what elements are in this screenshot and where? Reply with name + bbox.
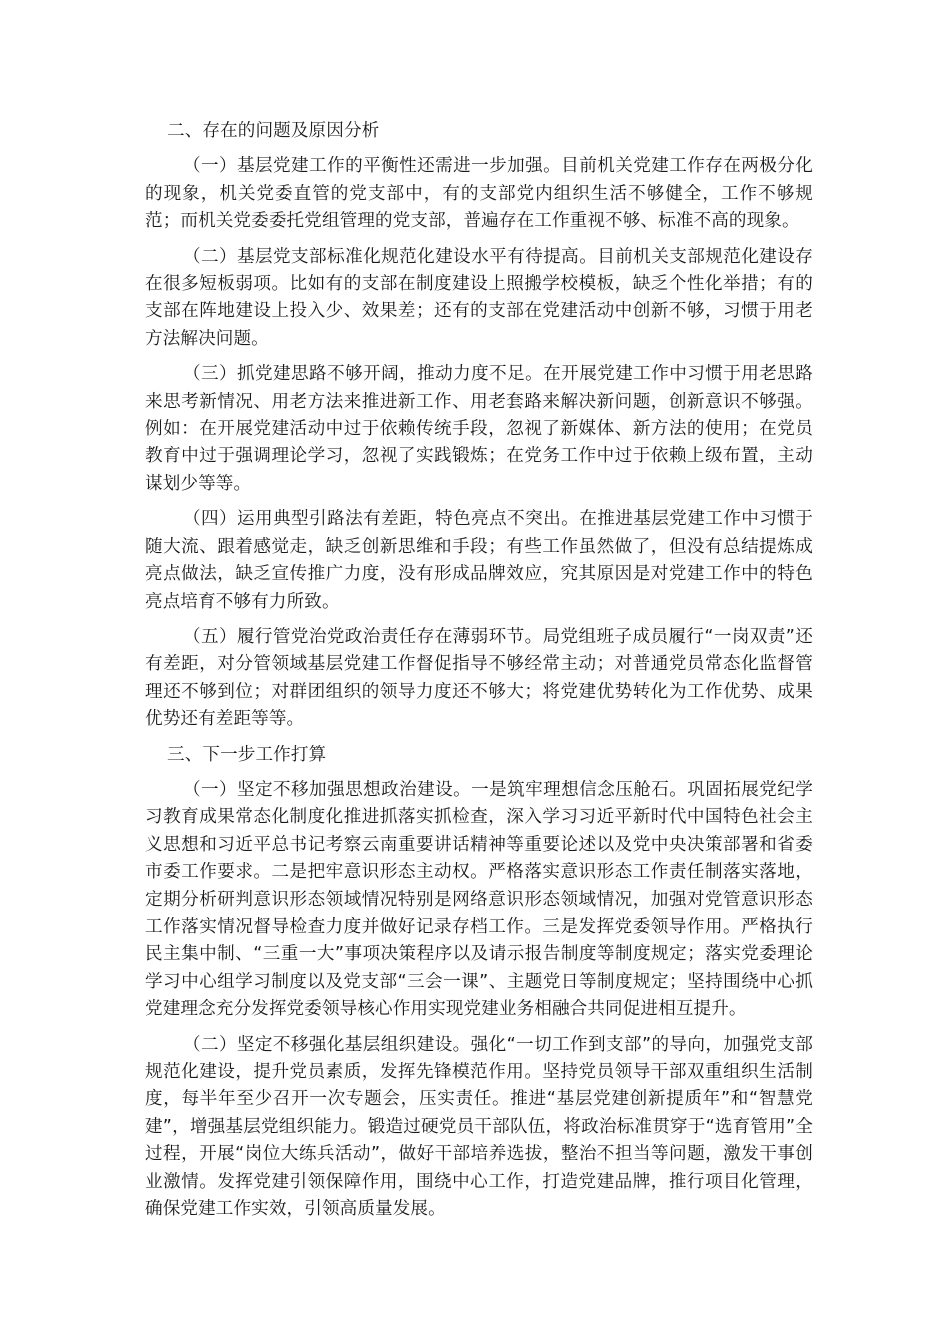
paragraph-problem-2: （二）基层党支部标准化规范化建设水平有待提高。目前机关支部规范化建设存在很多短板弱项。比如有的支部在制度建设上照搬学校模板，缺乏个性化举措；有的支部在阵地建设上投入少、效果差；还有的支部在党建活动中创新不够，习惯于用老方法解决问题。 [145, 246, 813, 349]
paragraph-problem-1: （一）基层党建工作的平衡性还需进一步加强。目前机关党建工作存在两极分化的现象，机关党委直管的党支部中，有的支部党内组织生活不够健全，工作不够规范；而机关党委委托党组管理的党支部，普遍存在工作重视不够、标准不高的现象。 [145, 156, 813, 232]
paragraph-plan-2: （二）坚定不移强化基层组织建设。强化“一切工作到支部”的导向，加强党支部规范化建设，提升党员素质，发挥先锋模范作用。坚持党员领导干部双重组织生活制度，每半年至少召开一次专题会，压实责任。推进“基层党建创新提质年”和“智慧党建”，增强基层党组织能力。锻造过硬党员干部队伍，将政治标准贯穿于“选育管用”全过程，开展“岗位大练兵活动”，做好干部培养选拔，整治不担当等问题，激发干事创业激情。发挥党建引领保障作用，围绕中心工作，打造党建品牌，推行项目化管理，确保党建工作实效，引领高质量发展。 [145, 1034, 813, 1220]
paragraph-problem-5: （五）履行管党治党政治责任存在薄弱环节。局党组班子成员履行“一岗双责”还有差距，对分管领域基层党建工作督促指导不够经常主动；对普通党员常态化监督管理还不够到位；对群团组织的领导力度还不够大；将党建优势转化为工作优势、成果优势还有差距等等。 [145, 626, 813, 730]
document-page [145, 118, 813, 1231]
paragraph-problem-4: （四）运用典型引路法有差距，特色亮点不突出。在推进基层党建工作中习惯于随大流、跟着感觉走，缺乏创新思维和手段；有些工作虽然做了，但没有总结提炼成亮点做法，缺乏宣传推广力度，没有形成品牌效应，究其原因是对党建工作中的特色亮点培育不够有力所致。 [145, 509, 813, 612]
paragraph-plan-1: （一）坚定不移加强思想政治建设。一是筑牢理想信念压舱石。巩固拓展党纪学习教育成果常态化制度化推进抓落实抓检查，深入学习习近平新时代中国特色社会主义思想和习近平总书记考察云南重要讲话精神等重要论述以及党中央决策部署和省委市委工作要求。二是把牢意识形态主动权。严格落实意识形态工作责任制落实落地，定期分析研判意识形态领域情况特别是网络意识形态领域情况，加强对党管意识形态工作落实情况督导检查力度并做好记录存档工作。三是发挥党委领导作用。严格执行民主集中制、“三重一大”事项决策程序以及请示报告制度等制度规定；落实党委理论学习中心组学习制度以及党支部“三会一课”、主题党日等制度规定；坚持围绕中心抓党建理念充分发挥党委领导核心作用实现党建业务相融合共同促进相互提升。 [145, 779, 813, 1020]
section-heading-problems: 二、存在的问题及原因分析 [167, 121, 380, 141]
section-heading-next-steps: 三、下一步工作打算 [167, 744, 327, 765]
paragraph-problem-3: （三）抓党建思路不够开阔，推动力度不足。在开展党建工作中习惯于用老思路来思考新情况、用老方法来推进新工作、用老套路来解决新问题，创新意识不够强。例如：在开展党建活动中过于依赖传统手段，忽视了新媒体、新方法的使用；在党员教育中过于强调理论学习，忽视了实践锻炼；在党务工作中过于依赖上级布置，主动谋划少等等。 [145, 364, 813, 494]
